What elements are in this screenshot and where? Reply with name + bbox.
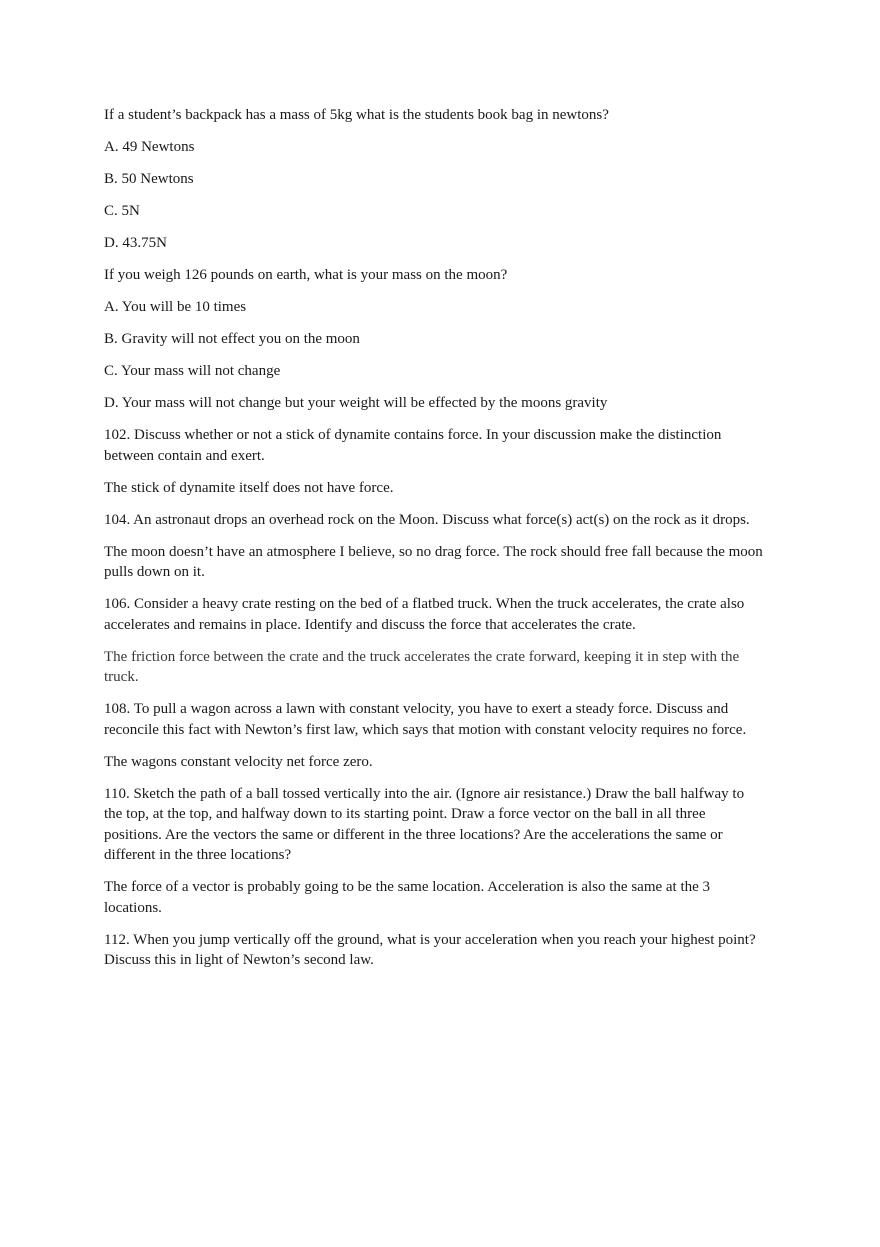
answer-104: The moon doesn’t have an atmosphere I believe, so no drag force. The rock should free fall because the moon pulls down on it. — [104, 543, 763, 580]
option-c: C. 5N — [104, 203, 140, 219]
option-d: D. 43.75N — [104, 235, 167, 251]
question-108: 108. To pull a wagon across a lawn with constant velocity, you have to exert a steady force. Discuss and reconcile this fact with Newton’s first law, which says that motion with constant velocity requires no force. — [104, 701, 747, 738]
option-b: B. 50 Newtons — [104, 171, 194, 187]
question-104: 104. An astronaut drops an overhead rock on the Moon. Discuss what force(s) act(s) on the rock as it drops. — [104, 511, 750, 528]
question-110: 110. Sketch the path of a ball tossed vertically into the air. (Ignore air resistance.) Draw the ball halfway to the top, at the top, and halfway down to its starting point. Draw a force vector on the ball in all three positions. Are the vectors the same or different in the three locations? Are the accelerations the same or different in the three locations? — [104, 785, 745, 863]
document-body — [104, 105, 764, 982]
answer-106: The friction force between the crate and the truck accelerates the crate forward, keeping it in step with the truck. — [104, 648, 740, 685]
option-b: B. Gravity will not effect you on the moon — [104, 331, 360, 347]
question-moon-mass: If you weigh 126 pounds on earth, what is your mass on the moon? — [104, 267, 508, 283]
question-102: 102. Discuss whether or not a stick of dynamite contains force. In your discussion make the distinction between contain and exert. — [104, 427, 722, 464]
answer-108: The wagons constant velocity net force zero. — [104, 753, 373, 770]
option-a: A. You will be 10 times — [104, 299, 247, 315]
option-a: A. 49 Newtons — [104, 139, 195, 155]
question-backpack-weight: If a student’s backpack has a mass of 5kg what is the students book bag in newtons? — [104, 107, 609, 123]
option-d: D. Your mass will not change but your weight will be effected by the moons gravity — [104, 395, 608, 411]
question-106: 106. Consider a heavy crate resting on the bed of a flatbed truck. When the truck accelerates, the crate also accelerates and remains in place. Identify and discuss the force that accelerates the crate. — [104, 596, 745, 633]
answer-110: The force of a vector is probably going to be the same location. Acceleration is also the same at the 3 locations. — [104, 879, 711, 916]
question-112: 112. When you jump vertically off the ground, what is your acceleration when you reach your highest point? Discuss this in light of Newton’s second law. — [104, 931, 756, 968]
answer-102: The stick of dynamite itself does not have force. — [104, 479, 394, 496]
option-c: C. Your mass will not change — [104, 363, 281, 379]
